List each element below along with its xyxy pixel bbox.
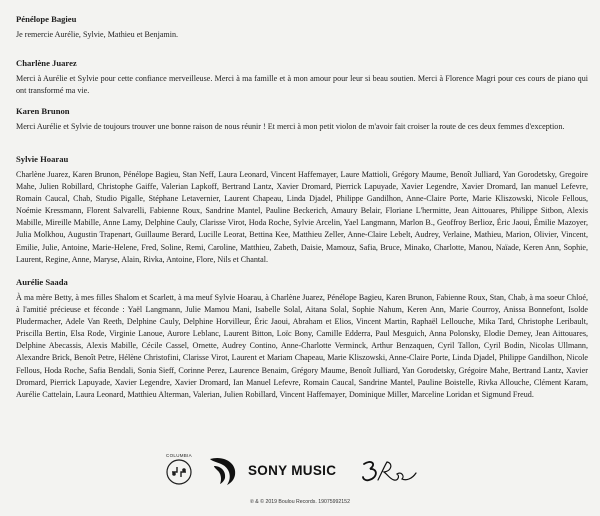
columbia-notes-icon (166, 459, 192, 485)
section-name: Charlène Juarez (16, 58, 77, 68)
section-name: Karen Brunon (16, 106, 70, 116)
columbia-logo (162, 453, 196, 485)
section-name: Aurélie Saada (16, 277, 68, 287)
section-karen-brunon (16, 106, 588, 133)
section-penelope-bagieu (16, 14, 588, 41)
section-text: Merci Aurélie et Sylvie de toujours trouver une bonne raison de nous réunir ! Et merci à mon petit violon de m'avoir fait croiser la route de ces deux femmes d'exception. (16, 122, 565, 131)
logo-strip (0, 453, 600, 493)
section-sylvie-hoarau (16, 154, 588, 266)
section-text: Je remercie Aurélie, Sylvie, Mathieu et Benjamin. (16, 30, 179, 39)
section-text: À ma mère Betty, à mes filles Shalom et Scarlett, à ma meuf Sylvie Hoarau, à Charlène Juarez, Pénélope Bagieu, Karen Brunon, Fabienne Roux, Stan, Chab, à ma soeur Chloé, à l'amitié précieuse et féconde : Yaël Langmann, Julie Mamou Mani, Isabelle Solal, Aitana Solal, Sophie Nahum, Keren Ann, Marie Courroy, Anissa Bonnefont, Isolde Pludermacher, Adele Van Reeth, Delphine Cauly, Delphine Horvilleur, Éric Jaoui, Abraham et Elios, Vincent Martin, Raphaël Lellouche, Mika Tard, Christophe Leribault, Priscilla Bertin, Elsa Rode, Virginie Lanoue, Aurore Leblanc, Laurent Bitton, Loïc Bony, Camille Edderra, Paul Mesguich, Anna Polonsky, Elodie Demey, Jean Aittouares, Delphine Abecassis, Alexis Mabille, Cécile Cassel, Ornette, Audrey Contino, Anne-Charlotte Verminck, Arthur Benzaquen, Cyril Tallon, Cyril Bodin, Nicolas Ullmann, Alexandre Brick, Benoît Petre, Hélène Christofini, Clarisse Virot, Laurent et Mariam Chapeau, Marie Kliszowski, Anne-Claire Porte, Linda Djadel, Philippe Gandilhon, Nicole Fellous, Hoda Roche, Safia Bendali, Sonia Sieff, Corinne Perez, Laurence Benaim, Grégory Maume, Benoît Julliard, Yan Gorodetsky, Grégoire Mahe, Bertrand Lantz, Xavier Dromard, Pierrick Lapuyade, Xavier Legendre, Xavier Dromard, Ian Manuel Lefevre, Romain Caucal, Sandrine Mantel, Pauline Boistelle, Rivka Allouche, Clément Karam, Aurélie Cattelain, Laura Leonard, Matthieu Alterman, Valerian, Julien Robillard, Vincent Haffemayer, Dominique Miller, Marceline Loridan et Sigmund Freud. (16, 293, 588, 399)
section-name: Pénélope Bagieu (16, 14, 77, 24)
3-records-script-icon (363, 462, 416, 480)
3-records-logo (360, 457, 420, 487)
sony-music-emblem-icon (204, 454, 240, 488)
section-charlene-juarez (16, 58, 588, 97)
legal-copyright: ℗ & © 2019 Boulou Records. 19075992152 (250, 499, 350, 505)
sony-music-wordmark: SONY MUSIC (248, 463, 337, 478)
columbia-wordmark: COLUMBIA (166, 453, 192, 458)
section-text: Merci à Aurélie et Sylvie pour cette confiance merveilleuse. Merci à ma famille et à mon amour pour leur si beau soutien. Merci à Florence Magri pour ces cours de piano qui ont transformé ma vie. (16, 74, 588, 96)
section-text: Charlène Juarez, Karen Brunon, Pénélope Bagieu, Stan Neff, Laura Leonard, Vincent Haffemayer, Laure Mattioli, Grégory Maume, Benoît Julliard, Yan Gorodetsky, Gregoire Mahe, Julien Robillard, Christophe Gaiffe, Valerian Lapkoff, Bertrand Lantz, Xavier Dromard, Pierrick Lapuyade, Xavier Legendre, Xavier Dromard, Ian manuel Lefevre, Romain Caucal, Chab, Studio Pigalle, Stéphane Letavernier, Laurent Chapeau, Linda Djadel, Philippe Gandilhon, Anne-Claire Porte, Marie Kliszowski, Nicole Fellous, Noémie Kressmann, Florent Salvarelli, Fabienne Roux, Sandrine Mantel, Pauline Beckerich, Amaury Belair, Floriane L'hermitte, Jean Aittouares, Philippe Sitbon, Alexis Mabille, Mireille Mabille, Anne Lamy, Delphine Cauly, Clarisse Virot, Hoda Roche, Sylvie Arcelin, Yael Langmann, Marlon B., Geoffroy Berlioz, Éric Jaoui, Émilie Mazoyer, Julia Molkhou, Augustin Trapenart, Guillaume Berard, Lucille Leorat, Bettina Kee, Matthieu Zeller, Anne-Claire Lebelt, Audrey, Verlaine, Mathieu, Marion, Olivier, Vincent, Emilie, Julie, Antoine, Marie-Helene, Fred, Soline, Remi, Caroline, Matthieu, Zabeth, Daisie, Mamouz, Safia, Bruce, Minako, Charlotte, Manou, Naïade, Keren Ann, Sophie, Laurent, Regine, Anne, Maryse, Alain, Rivka, Antoine, Flore, Nils et Chantal. (16, 170, 588, 264)
section-name: Sylvie Hoarau (16, 154, 69, 164)
section-aurelie-saada (16, 277, 588, 401)
